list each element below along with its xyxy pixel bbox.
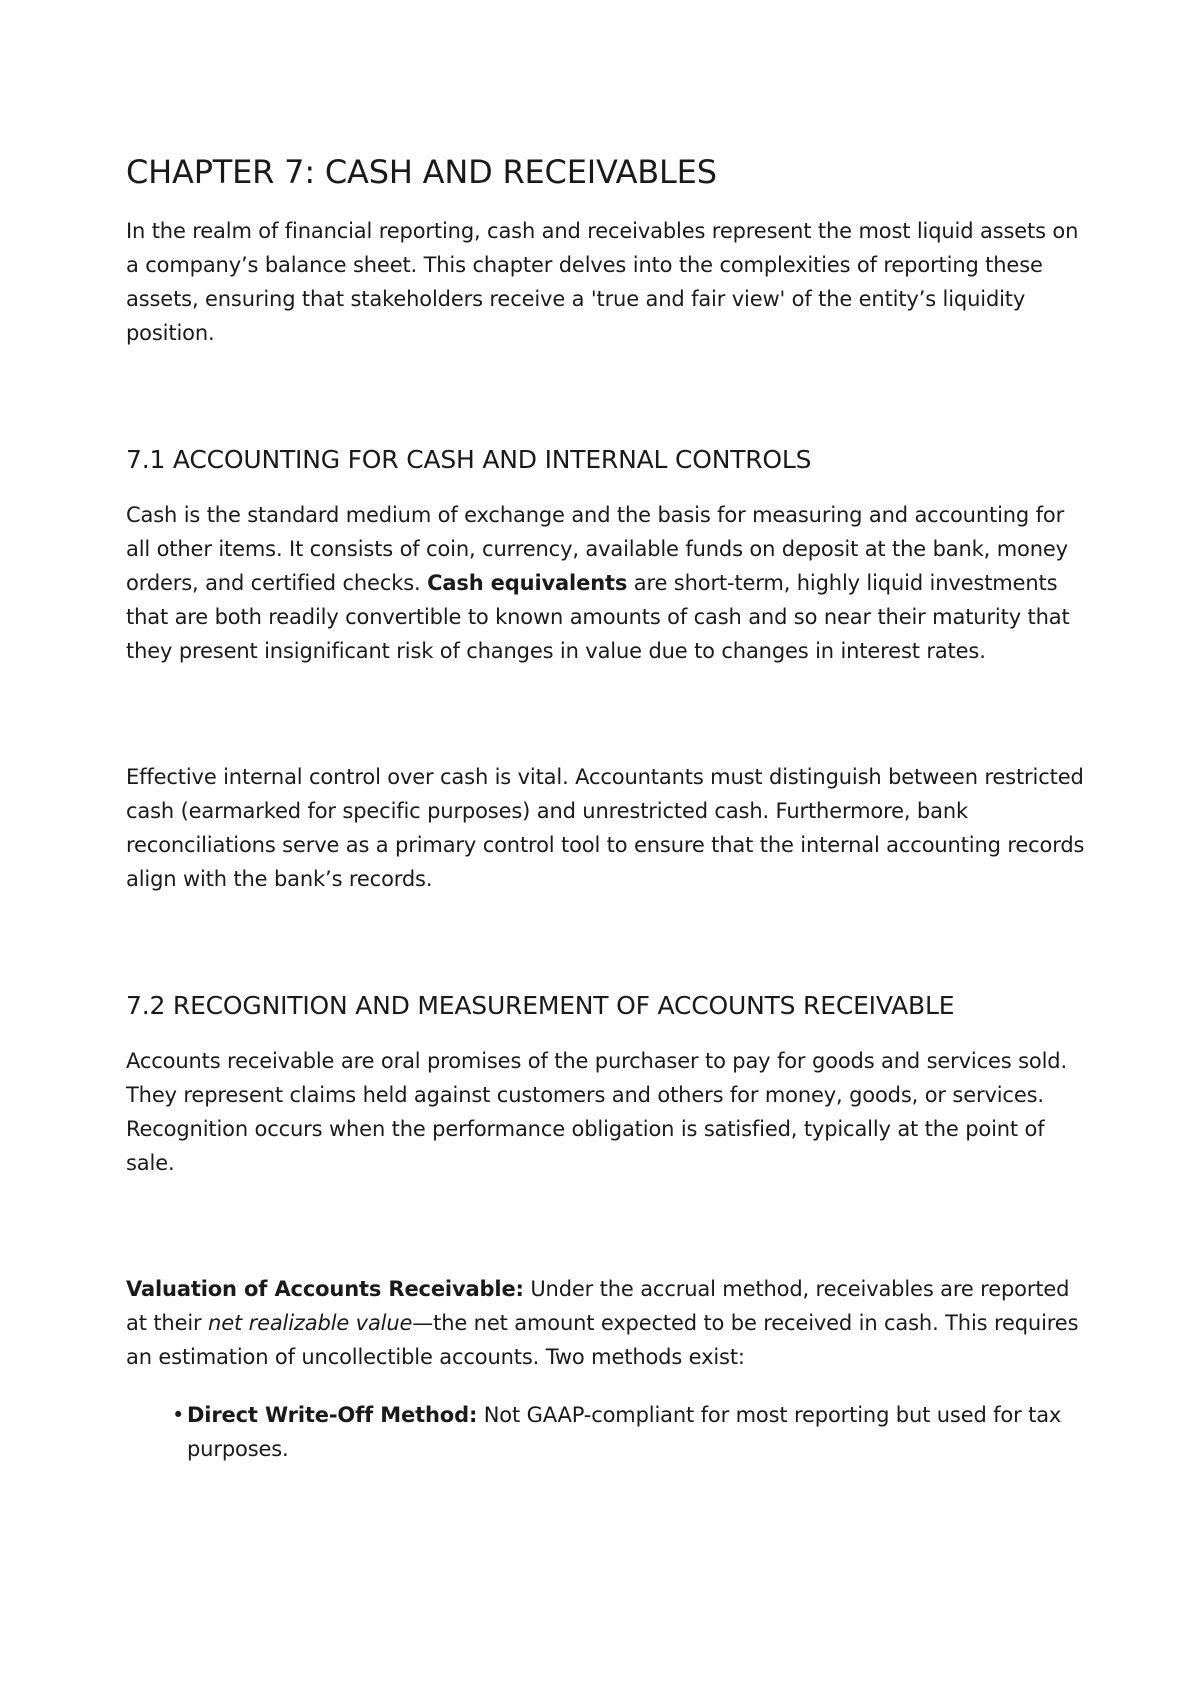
spacer [126, 896, 1086, 988]
net-realizable-value-term: net realizable value [208, 1311, 413, 1335]
section-7-1-para1-rest: are short-term, highly liquid investments that are both readily convertible to known amounts of cash and so near their maturity that they present insignificant risk of changes in value due to changes in interest rates. [126, 571, 1070, 663]
section-7-1-para1-text: Cash is the standard medium of exchange and the basis for measuring and accounting for all other items. It consists of coin, currency, available funds on deposit at the bank, money orders, and certified checks. [126, 503, 1068, 595]
section-7-2-title: 7.2 RECOGNITION AND MEASUREMENT OF ACCOUNTS RECEIVABLE [126, 991, 955, 1020]
method-text: Not GAAP-compliant for most reporting but used for tax purposes. [187, 1403, 1062, 1461]
section-7-1-paragraph-1 [126, 498, 1086, 668]
valuation-text-2: —the net amount expected to be received in cash. This requires an estimation of uncollectible accounts. Two methods exist: [126, 1311, 1079, 1369]
spacer [126, 1180, 1086, 1272]
section-7-2-paragraph-1: Accounts receivable are oral promises of the purchaser to pay for goods and services sold. They represent claims held against customers and others for money, goods, or services. Recognition occurs when the performance obligation is satisfied, typically at the point of sale. [126, 1049, 1067, 1175]
page-content [126, 150, 1086, 1466]
spacer [126, 668, 1086, 760]
valuation-text-1: Under the accrual method, receivables are reported at their [126, 1277, 1070, 1335]
chapter-intro-paragraph: In the realm of financial reporting, cash and receivables represent the most liquid assets on a company’s balance sheet. This chapter delves into the complexities of reporting these assets, ensuring that stakeholders receive a 'true and fair view' of the entity’s liquidity position. [126, 219, 1079, 345]
list-item [172, 1398, 1086, 1466]
section-7-1-paragraph-2: Effective internal control over cash is vital. Accountants must distinguish between restricted cash (earmarked for specific purposes) and unrestricted cash. Furthermore, bank reconciliations serve as a primary control tool to ensure that the internal accounting records align with the bank’s records. [126, 765, 1085, 891]
method-label: Direct Write-Off Method: [187, 1403, 478, 1427]
methods-list [126, 1398, 1086, 1466]
spacer [126, 350, 1086, 442]
spacer [126, 1374, 1086, 1398]
cash-equivalents-term: Cash equivalents [427, 571, 628, 595]
bullet-icon: • [172, 1403, 185, 1427]
chapter-title: CHAPTER 7: CASH AND RECEIVABLES [126, 153, 717, 191]
valuation-label: Valuation of Accounts Receivable: [126, 1277, 524, 1301]
section-7-1-title: 7.1 ACCOUNTING FOR CASH AND INTERNAL CONTROLS [126, 445, 812, 474]
valuation-paragraph [126, 1272, 1086, 1374]
